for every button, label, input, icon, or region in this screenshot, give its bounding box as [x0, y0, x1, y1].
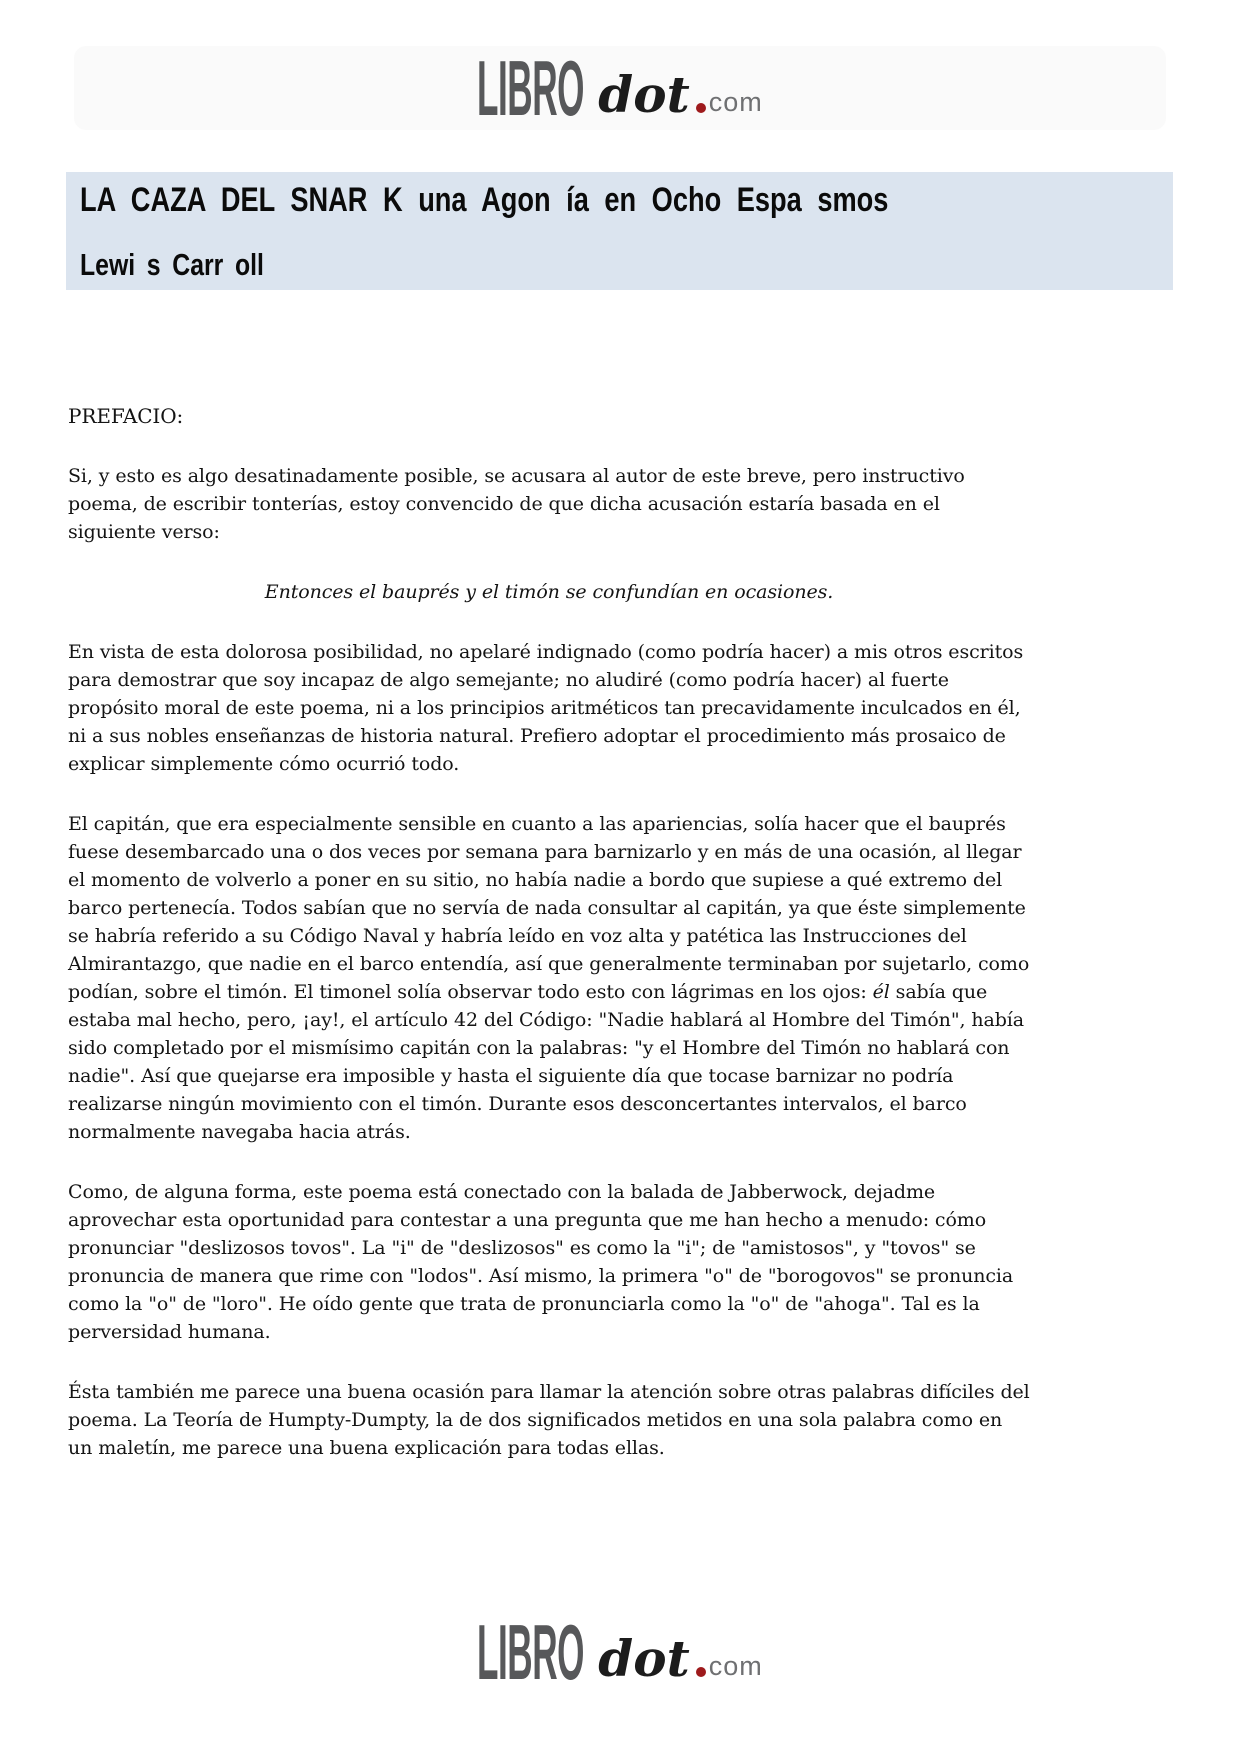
logo-libro-text: LIBRO	[477, 1608, 585, 1696]
logo-libro-text: LIBRO	[477, 44, 585, 132]
paragraph-1: Si, y esto es algo desatinadamente posible, se acusara al autor de este breve, pero instructivo poema, de escribir tonterías, estoy convencido de que dicha acusación estaría basada en el siguiente verso:	[68, 465, 965, 543]
header-logo-panel	[74, 46, 1166, 130]
paragraph-4: Como, de alguna forma, este poema está conectado con la balada de Jabberwock, dejadme aprovechar esta oportunidad para contestar a una pregunta que me han hecho a menudo: cómo pronunciar "deslizosos tovos". La "i" de "deslizosos" es como la "i"; de "amistosos", y "tovos" se pronuncia de manera que rime con "lodos". Así mismo, la primera "o" de "borogovos" se pronuncia como la "o" de "loro". He oído gente que trata de pronunciarla como la "o" de "ahoga". Tal es la perversidad humana.	[68, 1181, 1014, 1343]
section-heading: PREFACIO:	[68, 404, 184, 428]
document-title: LA CAZA DEL SNAR K una Agon ía en Ocho Espa smos	[80, 181, 889, 219]
paragraph-3	[68, 810, 1030, 1146]
logo-tld-text: com	[708, 1651, 763, 1681]
logo-tld-text: com	[708, 87, 763, 117]
paragraph-2: En vista de esta dolorosa posibilidad, no apelaré indignado (como podría hacer) a mis otros escritos para demostrar que soy incapaz de algo semejante; no aludiré (como podría hacer) al fuerte propósito moral de este poema, ni a los principios aritméticos tan precavidamente inculcados en él, ni a sus nobles enseñanzas de historia natural. Prefiero adoptar el procedimiento más prosaico de explicar simplemente cómo ocurrió todo.	[68, 641, 1024, 775]
logo-libro-wrap	[477, 1608, 595, 1696]
document-body	[68, 402, 1030, 1494]
logo-dot-script-text: dot	[598, 1629, 690, 1688]
author-name: Lewi s Carr oll	[80, 247, 264, 282]
paragraph-3-segment-before: El capitán, que era especialmente sensible en cuanto a las apariencias, solía hacer que el bauprés fuese desembarcado una o dos veces por semana para barnizarlo y en más de una ocasión, al llegar el momento de volverlo a poner en su sitio, no había nadie a bordo que supiese a qué extremo del barco pertenecía. Todos sabían que no servía de nada consultar al capitán, ya que éste simplemente se habría referido a su Código Naval y habría leído en voz alta y patética las Instrucciones del Almirantazgo, que nadie en el barco entendía, así que generalmente terminaban por sujetarlo, como podían, sobre el timón. El timonel solía observar todo esto con lágrimas en los ojos:	[68, 813, 1030, 1003]
logo-dot-script-text: dot	[598, 65, 690, 124]
librodot-logo	[477, 44, 763, 132]
title-banner	[66, 172, 1173, 290]
paragraph-3-italic-word: él	[872, 981, 890, 1003]
paragraph-3-segment-after: sabía que estaba mal hecho, pero, ¡ay!, el artículo 42 del Código: "Nadie hablará al Hombre del Timón", había sido completado por el mismísimo capitán con la palabras: "y el Hombre del Timón no hablará con nadie". Así que quejarse era imposible y hasta el siguiente día que tocase barnizar no podría realizarse ningún movimiento con el timón. Durante esos desconcertantes intervalos, el barco normalmente navegaba hacia atrás.	[68, 981, 1024, 1143]
logo-libro-wrap	[477, 44, 595, 132]
librodot-logo	[477, 1608, 763, 1696]
verse-line: Entonces el bauprés y el timón se confundían en ocasiones.	[264, 581, 834, 603]
paragraph-5: Ésta también me parece una buena ocasión para llamar la atención sobre otras palabras difíciles del poema. La Teoría de Humpty-Dumpty, la de dos significados metidos en una sola palabra como en un maletín, me parece una buena explicación para todas ellas.	[68, 1381, 1030, 1459]
footer-logo-panel	[0, 1608, 1240, 1696]
red-dot-icon	[696, 103, 706, 113]
red-dot-icon	[696, 1667, 706, 1677]
